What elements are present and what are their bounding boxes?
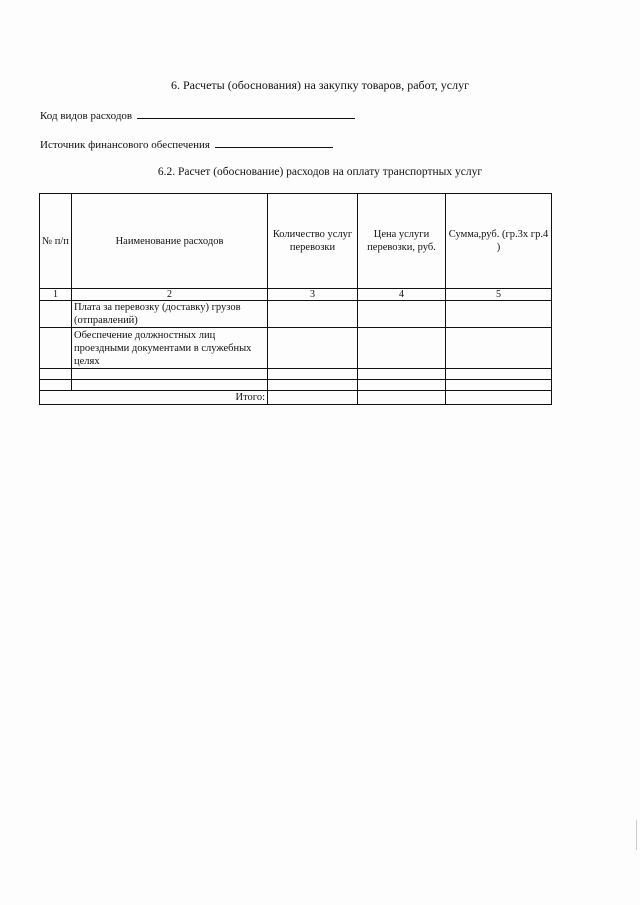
table-row: [40, 369, 552, 380]
kod-vidov-rashodov-blank: [137, 108, 355, 119]
row-name-cell: Плата за перевозку (доставку) грузов (отправлений): [72, 301, 268, 328]
column-number: 1: [40, 289, 72, 301]
header-sum: Сумма,руб. (гр.3х гр.4 ): [446, 194, 552, 289]
section-title: 6. Расчеты (обоснования) на закупку товаров, работ, услуг: [170, 78, 470, 92]
column-number-row: [40, 289, 552, 301]
total-sum-cell: [446, 391, 552, 405]
row-sum-cell: [446, 328, 552, 369]
column-number: 4: [358, 289, 446, 301]
row-sum-cell: [446, 380, 552, 391]
istochnik-label: Источник финансового обеспечения: [40, 139, 210, 151]
row-qty-cell: [268, 301, 358, 328]
row-name-cell: [72, 369, 268, 380]
column-number: 3: [268, 289, 358, 301]
row-price-cell: [358, 369, 446, 380]
istochnik-field: [40, 137, 333, 151]
header-price: Цена услуги перевозки, руб.: [358, 194, 446, 289]
row-price-cell: [358, 328, 446, 369]
row-name-cell: Обеспечение должностных лиц проездными документами в служебных целях: [72, 328, 268, 369]
table-row: [40, 380, 552, 391]
subsection-title: 6.2. Расчет (обоснование) расходов на оплату транспортных услуг: [157, 166, 483, 178]
row-num-cell: [40, 369, 72, 380]
row-num-cell: [40, 301, 72, 328]
total-row: [40, 391, 552, 405]
column-number: 5: [446, 289, 552, 301]
table-header-row: [40, 194, 552, 289]
istochnik-blank: [215, 137, 333, 148]
row-qty-cell: [268, 369, 358, 380]
row-num-cell: [40, 328, 72, 369]
row-num-cell: [40, 380, 72, 391]
scan-edge-mark: [636, 820, 637, 850]
header-name: Наименование расходов: [72, 194, 268, 289]
total-label: Итого:: [40, 391, 268, 405]
header-qty: Количество услуг перевозки: [268, 194, 358, 289]
total-qty-cell: [268, 391, 358, 405]
row-qty-cell: [268, 328, 358, 369]
kod-vidov-rashodov-label: Код видов расходов: [40, 110, 133, 122]
row-name-cell: [72, 380, 268, 391]
transport-expenses-table: [39, 193, 552, 405]
table-row: [40, 301, 552, 328]
header-num: № п/п: [40, 194, 72, 289]
kod-vidov-rashodov-field: [40, 108, 355, 122]
row-price-cell: [358, 380, 446, 391]
row-qty-cell: [268, 380, 358, 391]
total-price-cell: [358, 391, 446, 405]
row-price-cell: [358, 301, 446, 328]
column-number: 2: [72, 289, 268, 301]
row-sum-cell: [446, 301, 552, 328]
row-sum-cell: [446, 369, 552, 380]
table-row: [40, 328, 552, 369]
